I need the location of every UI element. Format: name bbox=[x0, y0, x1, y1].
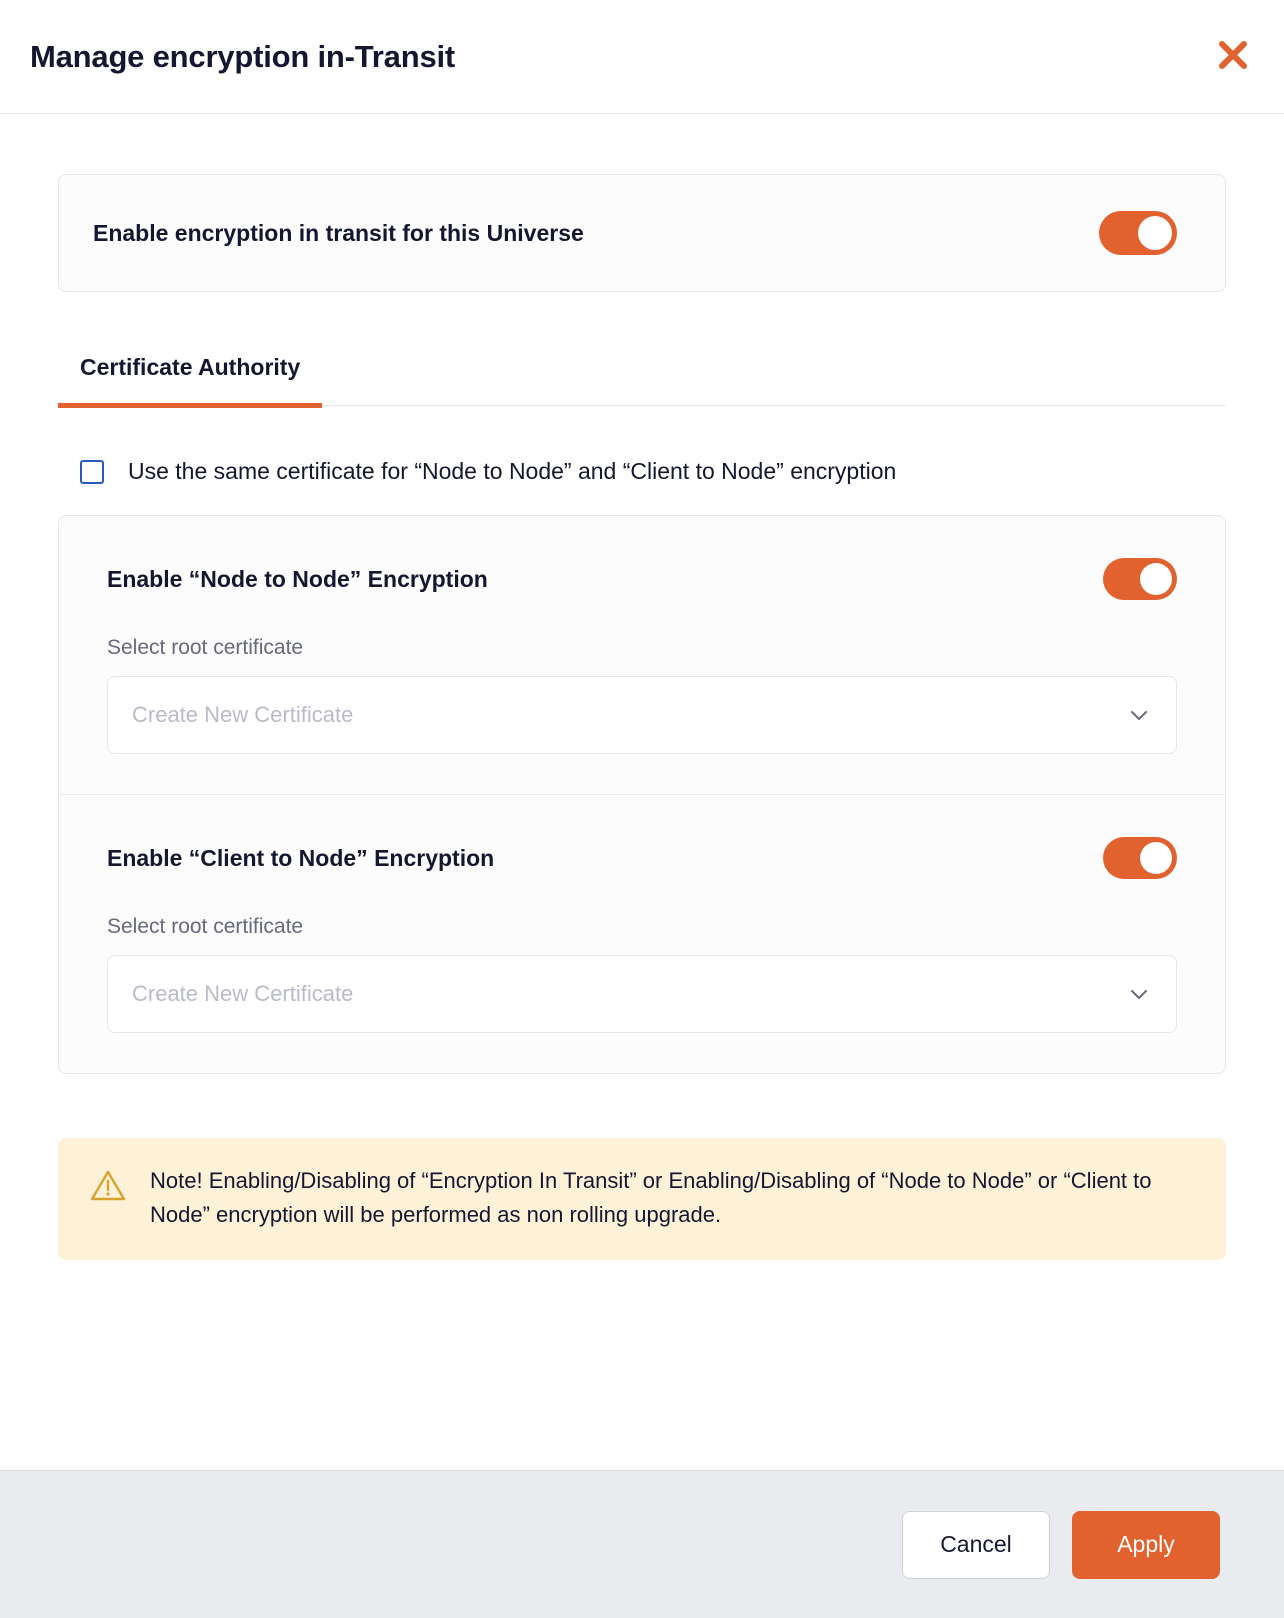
node-to-node-section bbox=[59, 516, 1225, 794]
client-to-node-root-certificate-select[interactable] bbox=[107, 955, 1177, 1033]
toggle-knob bbox=[1140, 842, 1172, 874]
enable-encryption-toggle[interactable] bbox=[1099, 211, 1177, 255]
chevron-down-icon bbox=[1126, 702, 1152, 728]
node-to-node-select-value: Create New Certificate bbox=[132, 702, 354, 727]
enable-encryption-label: Enable encryption in transit for this Universe bbox=[93, 219, 584, 246]
same-certificate-row bbox=[58, 458, 1226, 485]
apply-button[interactable]: Apply bbox=[1072, 1511, 1220, 1579]
client-to-node-toggle[interactable] bbox=[1103, 837, 1177, 879]
warning-triangle-icon bbox=[90, 1168, 126, 1207]
close-icon bbox=[1216, 38, 1250, 75]
enable-encryption-card bbox=[58, 174, 1226, 292]
cancel-button[interactable]: Cancel bbox=[902, 1511, 1050, 1579]
note-banner bbox=[58, 1138, 1226, 1260]
node-to-node-header bbox=[107, 558, 1177, 600]
page-title: Manage encryption in-Transit bbox=[30, 38, 456, 74]
dialog-footer bbox=[0, 1470, 1284, 1618]
client-to-node-header bbox=[107, 837, 1177, 879]
tab-certificate-authority[interactable]: Certificate Authority bbox=[58, 354, 322, 408]
certificate-settings-card bbox=[58, 515, 1226, 1074]
node-to-node-toggle[interactable] bbox=[1103, 558, 1177, 600]
toggle-knob bbox=[1138, 216, 1172, 250]
client-to-node-section bbox=[59, 794, 1225, 1073]
same-certificate-checkbox[interactable] bbox=[80, 460, 104, 484]
chevron-down-icon bbox=[1126, 981, 1152, 1007]
client-to-node-label: Enable “Client to Node” Encryption bbox=[107, 844, 495, 871]
node-to-node-label: Enable “Node to Node” Encryption bbox=[107, 565, 488, 592]
dialog-body bbox=[0, 114, 1284, 1470]
same-certificate-label: Use the same certificate for “Node to Node” and “Client to Node” encryption bbox=[128, 458, 897, 484]
close-button[interactable] bbox=[1212, 36, 1254, 78]
tab-bar bbox=[58, 354, 1226, 406]
node-to-node-root-certificate-select[interactable] bbox=[107, 676, 1177, 754]
toggle-knob bbox=[1140, 563, 1172, 595]
client-to-node-select-value: Create New Certificate bbox=[132, 981, 354, 1006]
dialog-header bbox=[0, 0, 1284, 114]
node-to-node-field-label: Select root certificate bbox=[107, 636, 304, 659]
note-text: Note! Enabling/Disabling of “Encryption In Transit” or Enabling/Disabling of “Node to Node” or “Client to Node” encryption will be performed as non rolling upgrade. bbox=[150, 1168, 1152, 1228]
client-to-node-field-label: Select root certificate bbox=[107, 915, 304, 938]
